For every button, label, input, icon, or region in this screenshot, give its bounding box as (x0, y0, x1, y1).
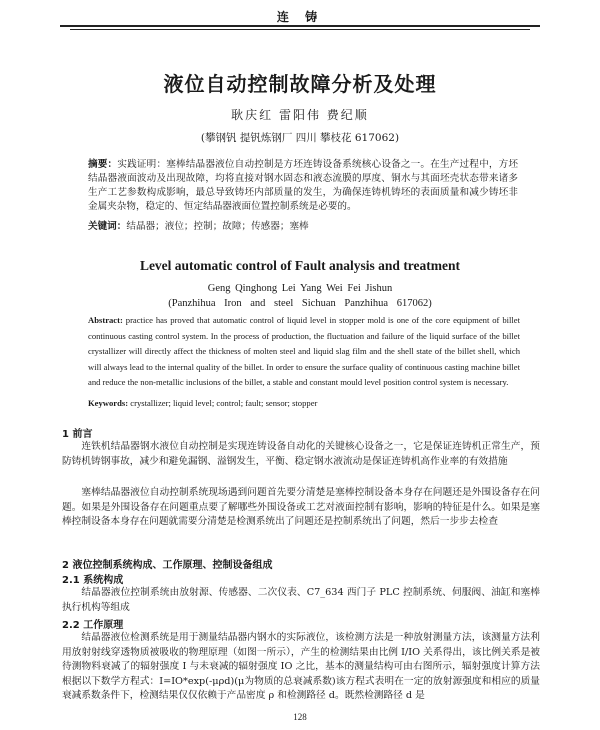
running-header: 连 铸 (70, 8, 530, 30)
affiliation-en: (Panzhihua Iron and steel Sichuan Panzhihua 617062) (168, 298, 432, 309)
affiliation-cn: (攀钢钒 提钒炼钢厂 四川 攀枝花 617062) (200, 132, 400, 144)
section-1-paragraph-2: 塞棒结晶器液位自动控制系统现场遇到问题首先要分清楚是塞棒控制设备本身存在问题还是外围设备存在问题。如果是外围设备存在问题重点要了解哪些外围设备或工艺对液面控制有影响，影响的特征是什么。如果是塞棒控制设备本身存在问题就需要分清楚是检测系统出了问题还是控制系统出了问题，然后一步步去检查 (62, 487, 540, 527)
abstract-en-text: practice has proved that automatic control of liquid level in stopper mold is one of the core equipment of billet continuous casting control system. In the process of production, the fluctuation and failure of the liquid surface of the billet crystallizer will directly affect the thickness of molten steel and liquid slag film and the shell state of the billet shell, which will always lead to the internal quality of the billet. In order to ensure the surface quality of continuous casting machine billet and reduce the non-metallic inclusions of the billet, a stable and constant mould level position control system is necessary. (88, 315, 520, 387)
keywords-en-text: crystallizer; liquid level; control; fault; sensor; stopper (130, 398, 318, 408)
header-rule (60, 25, 540, 27)
section-1-paragraph-1: 连铁机结晶器钢水液位自动控制是实现连铸设备自动化的关键核心设备之一，它是保证连铸机正常生产，预防铸机铸钢事故，减少和避免漏钢、溢钢发生，平衡、稳定钢水液流动是保证连铸机高作业率的有效措施 (62, 441, 540, 467)
keywords-cn (88, 220, 518, 234)
abstract-en (88, 313, 520, 391)
keywords-cn-text: 结晶器；液位；控制；故障；传感器；塞棒 (126, 221, 309, 232)
keywords-en-label: Keywords: (88, 398, 129, 408)
abstract-cn-text: 实践证明：塞棒结晶器液位自动控制是方坯连铸设备系统核心设备之一。在生产过程中，方坯结晶器液面波动及出现故障，均将直接对钢水固态和液态流膜的厚度、铜水与其面坯壳状态带来诸多生产工艺参数构成影响，最总导致铸坯内部质量的发生，为确保连铸机铸坯的表面质量和减少铸坯非金属夹杂物，稳定的、恒定结晶器液面位置控制系统是必要的。 (88, 159, 519, 212)
authors-en: Geng Qinghong Lei Yang Wei Fei Jishun (207, 283, 393, 294)
keywords-en (88, 396, 520, 410)
keywords-cn-label: 关键词： (88, 221, 127, 232)
subsection-2-2-paragraph: 结晶器液位检测系统是用于测量结晶器内钢水的实际液位，该检测方法是一种放射测量方法，该测量方法利用放射射线穿透物质被吸收的物理原理（如图一所示），产生的检测结果由比例 I/IO 关系得出，该比例关系是被待测物料衰减了的辐射强度 I 与未衰减的辐射强度 IO 之比，基本的测量结构可由右图所示，辐射强度计算方法根据以下数学方程式：I=IO*exp(-μρd)(μ为物质的总衰减系数)该方程式表明在一定的放射源强度和相应的质量衰减系数条件下，检测结果仅仅依赖于产品密度 ρ 和检测路径 d。既然检测路径 d 是 (62, 632, 540, 701)
abstract-cn (88, 158, 518, 214)
paper-title-cn: 液位自动控制故障分析及处理 (163, 72, 437, 96)
authors-cn: 耿庆红 雷阳伟 费纪顺 (231, 108, 369, 122)
abstract-cn-label: 摘要： (88, 159, 118, 170)
subsection-2-1-paragraph: 结晶器液位控制系统由放射源、传感器、二次仪表、C7_634 西门子 PLC 控制系统、伺服阀、油缸和塞棒执行机构等组成 (62, 587, 540, 613)
subsection-2-2-heading: 2.2 工作原理 (62, 620, 124, 631)
section-1-heading: 1 前言 (62, 429, 93, 440)
page-number: 128 (293, 712, 307, 722)
subsection-2-1-heading: 2.1 系统构成 (62, 575, 124, 586)
abstract-en-label: Abstract: (88, 315, 123, 325)
section-2-heading: 2 液位控制系统构成、工作原理、控制设备组成 (62, 560, 273, 571)
paper-title-en: Level automatic control of Fault analysis and treatment (139, 258, 461, 273)
